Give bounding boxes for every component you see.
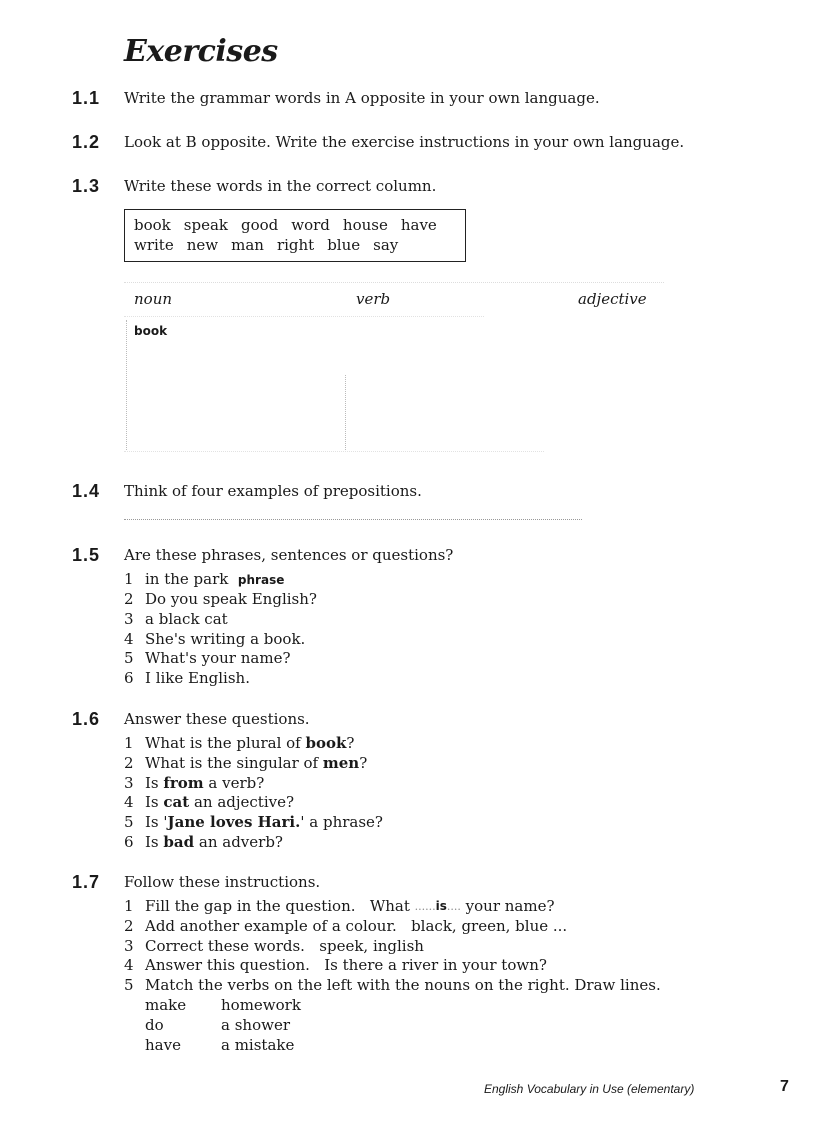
exercise-number: 1.2 (72, 132, 101, 152)
word: write (134, 236, 174, 254)
list-item: 4 Is cat an adjective? (124, 793, 295, 812)
word: good (240, 216, 279, 234)
list-item: 2 Do you speak English? (124, 590, 317, 608)
exercise-list (124, 734, 383, 853)
list-item: 2 Add another example of a colour. black, green, blue ... (124, 916, 568, 935)
word: new (186, 236, 219, 254)
column-divider (126, 320, 127, 450)
column-table-top (124, 282, 664, 283)
exercise-number: 1.3 (72, 176, 101, 196)
list-item: 6 I like English. (124, 669, 250, 688)
word: right (276, 236, 315, 254)
answer-line[interactable] (124, 519, 582, 520)
column-header-verb: verb (356, 290, 391, 308)
column-table-bottom (124, 451, 544, 452)
list-item: 5 Is ' Jane loves Hari. ' a phrase? (124, 813, 383, 832)
footer-book-title: English Vocabulary in Use (elementary) (484, 1082, 695, 1096)
list-item: 3 Is from a verb? (124, 773, 265, 792)
word: blue (327, 236, 361, 254)
exercise-instruction: Look at B opposite. Write the exercise instructions in your own language. (124, 133, 685, 151)
handwritten-answer: book (134, 324, 168, 338)
page-title: Exercises (124, 34, 278, 69)
word: house (342, 216, 388, 234)
handwritten-answer: is (435, 899, 447, 913)
handwritten-answer: phrase (237, 573, 285, 587)
exercise-instruction: Are these phrases, sentences or questions? (124, 546, 454, 564)
exercise-number: 1.5 (72, 545, 101, 565)
list-item: 5 What's your name? (124, 649, 291, 668)
exercise-instruction: Follow these instructions. (124, 873, 321, 891)
exercise-instruction: Think of four examples of prepositions. (124, 482, 422, 500)
page-number: 7 (780, 1078, 789, 1095)
exercise-instruction: Answer these questions. (124, 710, 310, 728)
word-row (134, 215, 465, 235)
column-divider (345, 375, 346, 450)
exercise-instruction: Write the grammar words in A opposite in your own language. (124, 89, 600, 107)
list-item: 1 Fill the gap in the question. What ...... is .... your name? (124, 897, 555, 915)
list-item: 5 Match the verbs on the left with the nouns on the right. Draw lines. (124, 976, 661, 995)
list-item: 6 Is bad an adverb? (124, 832, 283, 851)
word-row (134, 235, 465, 255)
match-row: have a mistake (145, 1035, 295, 1054)
list-item: 1 in the park phrase (124, 570, 285, 588)
word: word (291, 216, 330, 234)
column-header-adjective: adjective (578, 290, 647, 308)
word-box (124, 209, 466, 262)
word: have (400, 216, 437, 234)
word: speak (183, 216, 228, 234)
exercise-list (124, 897, 661, 1055)
list-item: 4 She's writing a book. (124, 629, 306, 648)
list-item: 2 What is the singular of men ? (124, 753, 368, 772)
column-header-noun: noun (134, 290, 173, 308)
exercise-number: 1.4 (72, 481, 101, 501)
list-item: 1 What is the plural of book ? (124, 734, 355, 752)
exercise-list (124, 570, 317, 689)
match-row: do a shower (145, 1015, 290, 1034)
list-item: 3 a black cat (124, 609, 228, 628)
word: man (231, 236, 264, 254)
exercise-number: 1.6 (72, 709, 101, 729)
word: say (373, 236, 399, 254)
exercise-number: 1.1 (72, 88, 101, 108)
list-item: 3 Correct these words. speek, inglish (124, 936, 424, 955)
column-header-divider (124, 316, 484, 317)
list-item: 4 Answer this question. Is there a river in your town? (124, 956, 547, 975)
word: book (134, 216, 171, 234)
exercise-instruction: Write these words in the correct column. (124, 177, 437, 195)
match-row: make homework (145, 995, 301, 1014)
exercise-number: 1.7 (72, 872, 101, 892)
